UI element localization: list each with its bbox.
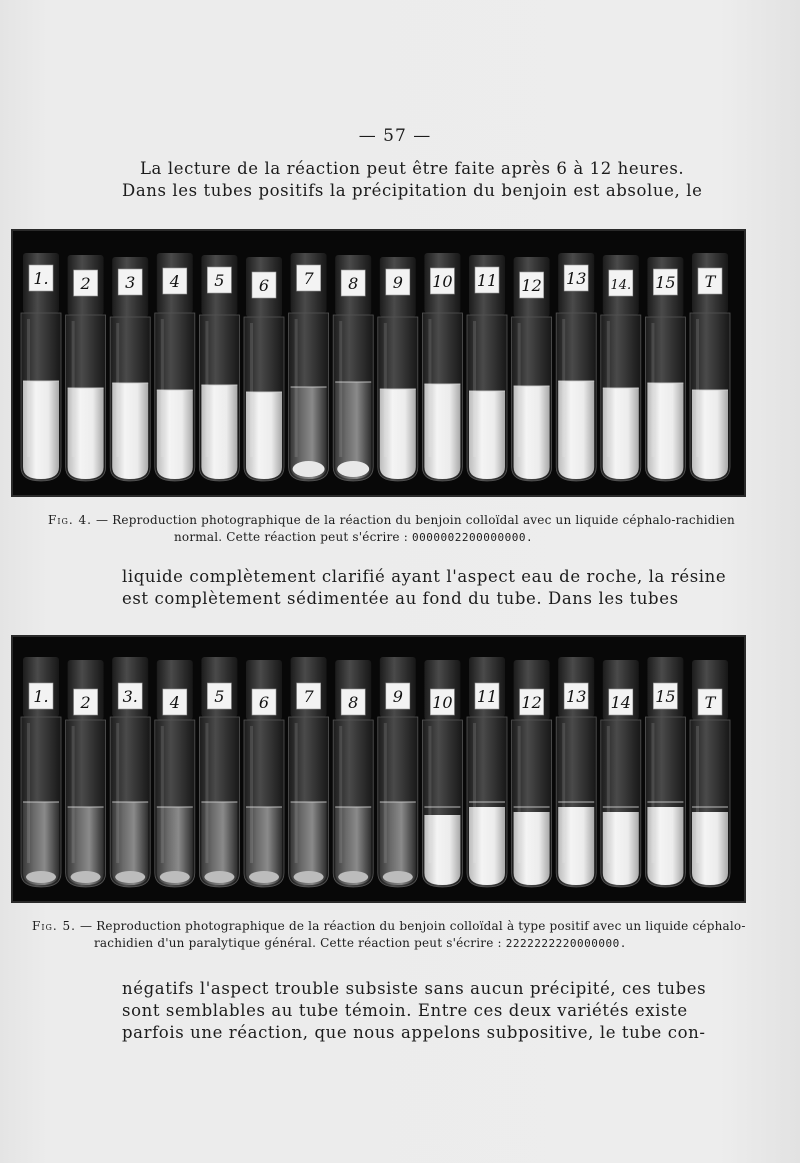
test-tube (155, 660, 195, 887)
test-tube (21, 657, 61, 887)
glass-highlight (339, 726, 342, 863)
test-tube (333, 660, 373, 887)
test-tube (289, 657, 329, 887)
test-tube (199, 657, 239, 887)
caption-text: rachidien d'un paralytique général. Cette réaction peut s'écrire : (94, 936, 506, 950)
glass-highlight (161, 319, 164, 457)
test-tube (467, 255, 507, 481)
glass-highlight (72, 321, 75, 457)
glass-highlight (428, 726, 431, 863)
test-tube (422, 253, 462, 481)
tube-number: 9 (392, 273, 403, 292)
glass-highlight (72, 726, 75, 863)
caption-text: normal. Cette réaction peut s'écrire : (174, 530, 412, 544)
glass-highlight (473, 321, 476, 457)
glass-highlight (607, 726, 610, 863)
test-tube (378, 257, 418, 481)
glass-highlight (562, 723, 565, 863)
tube-number: 10 (432, 693, 453, 712)
tube-number: 8 (348, 693, 359, 712)
test-tube (244, 257, 284, 481)
test-tube (645, 257, 685, 481)
sediment (383, 871, 413, 883)
glass-highlight (27, 319, 30, 457)
test-tube (512, 257, 552, 481)
figure-4-photograph (11, 229, 746, 497)
sediment (71, 871, 101, 883)
paragraph-3 (122, 978, 707, 1044)
test-tube (422, 660, 462, 887)
tube-number: 9 (392, 687, 403, 706)
text-line: parfois une réaction, que nous appelons subpositive, le tube con- (122, 1023, 706, 1042)
test-tube (556, 253, 596, 481)
glass-highlight (651, 323, 654, 457)
test-tube (690, 253, 730, 481)
caption-label: Fig. 4. (48, 513, 92, 527)
glass-highlight (339, 321, 342, 457)
tube-number: 3 (125, 273, 136, 292)
test-tube (66, 660, 106, 887)
tube-number: T (704, 693, 716, 712)
text-line: La lecture de la réaction peut être faite après 6 à 12 heures. (140, 159, 685, 178)
glass-highlight (116, 323, 119, 457)
test-tube (601, 660, 641, 887)
tube-number: 5 (214, 271, 225, 290)
glass-highlight (205, 321, 208, 457)
caption-text: — Reproduction photographique de la réaction du benjoin colloïdal avec un liquide céphalo-rachidien (91, 513, 735, 527)
text-line: Dans les tubes positifs la précipitation du benjoin est absolue, le (122, 181, 703, 200)
glass-highlight (518, 323, 521, 457)
tube-number: 6 (258, 276, 270, 295)
sediment (338, 871, 368, 883)
test-tube (512, 660, 552, 887)
sediment (26, 871, 56, 883)
glass-highlight (651, 723, 654, 863)
sediment (249, 871, 279, 883)
glass-highlight (696, 319, 699, 457)
test-tube (199, 255, 239, 481)
text-line: négatifs l'aspect trouble subsiste sans aucun précipité, ces tubes (122, 979, 707, 998)
glass-highlight (295, 319, 298, 457)
glass-highlight (428, 319, 431, 457)
tube-number: 7 (303, 687, 314, 706)
tube-number: 8 (348, 274, 359, 293)
glass-highlight (518, 726, 521, 863)
test-tube (244, 660, 284, 887)
caption-label: Fig. 5. (32, 919, 76, 933)
glass-highlight (116, 723, 119, 863)
glass-highlight (384, 723, 387, 863)
tube-number: 2 (80, 693, 91, 712)
tube-number: 11 (476, 271, 498, 290)
tube-number: 7 (303, 269, 314, 288)
glass-highlight (161, 726, 164, 863)
tube-number: 12 (521, 276, 542, 295)
reaction-code: 0000002200000000. (412, 531, 534, 544)
test-tube (289, 253, 329, 481)
figure-5-photograph (11, 635, 746, 903)
figure-4-caption (48, 512, 738, 546)
tube-number: 1. (33, 687, 49, 706)
tube-number: 6 (258, 693, 270, 712)
test-tube (378, 657, 418, 887)
tube-number: 12 (521, 693, 542, 712)
paragraph-2 (122, 566, 727, 610)
test-tube (21, 253, 61, 481)
test-tube (467, 657, 507, 887)
tube-number: 14. (610, 278, 632, 293)
text-line: liquide complètement clarifié ayant l'aspect eau de roche, la résine (122, 567, 727, 586)
text-line: sont semblables au tube témoin. Entre ces deux variétés existe (122, 1001, 688, 1020)
test-tube (110, 257, 150, 481)
test-tube (66, 255, 106, 481)
glass-highlight (295, 723, 298, 863)
test-tube (601, 255, 641, 481)
tube-number: 13 (566, 269, 587, 288)
sediment (293, 461, 325, 477)
glass-highlight (250, 323, 253, 457)
test-tube (155, 253, 195, 481)
tube-number: 1. (33, 269, 49, 288)
tube-number: 4 (169, 272, 180, 291)
text-line: est complètement sédimentée au fond du tube. Dans les tubes (122, 589, 679, 608)
test-tube (690, 660, 730, 887)
glass-highlight (27, 723, 30, 863)
tube-number: 14 (610, 693, 631, 712)
sediment (294, 871, 324, 883)
tube-number: 5 (214, 687, 225, 706)
test-tube (556, 657, 596, 887)
glass-highlight (696, 726, 699, 863)
tube-number: T (704, 272, 716, 291)
glass-highlight (607, 321, 610, 457)
reaction-code: 2222222220000000. (505, 937, 627, 950)
tube-number: 15 (655, 273, 676, 292)
tube-number: 3. (122, 687, 138, 706)
glass-highlight (384, 323, 387, 457)
tube-number: 13 (566, 687, 587, 706)
sediment (337, 461, 369, 477)
glass-highlight (473, 723, 476, 863)
glass-highlight (205, 723, 208, 863)
test-tube (333, 255, 373, 481)
figure-5-caption (32, 918, 762, 952)
sediment (204, 871, 234, 883)
paragraph-1 (122, 158, 703, 202)
tube-number: 4 (169, 693, 180, 712)
page-number: — 57 — (358, 126, 432, 146)
test-tube (110, 657, 150, 887)
tube-number: 15 (655, 687, 676, 706)
sediment (160, 871, 190, 883)
tube-number: 2 (80, 274, 91, 293)
sediment (115, 871, 145, 883)
tube-number: 10 (432, 272, 453, 291)
tube-number: 11 (476, 687, 498, 706)
glass-highlight (250, 726, 253, 863)
test-tube-rack (13, 637, 744, 901)
test-tube-rack (13, 231, 744, 495)
caption-text: — Reproduction photographique de la réaction du benjoin colloïdal à type positif avec un liquide céphalo- (75, 919, 746, 933)
test-tube (645, 657, 685, 887)
glass-highlight (562, 319, 565, 457)
